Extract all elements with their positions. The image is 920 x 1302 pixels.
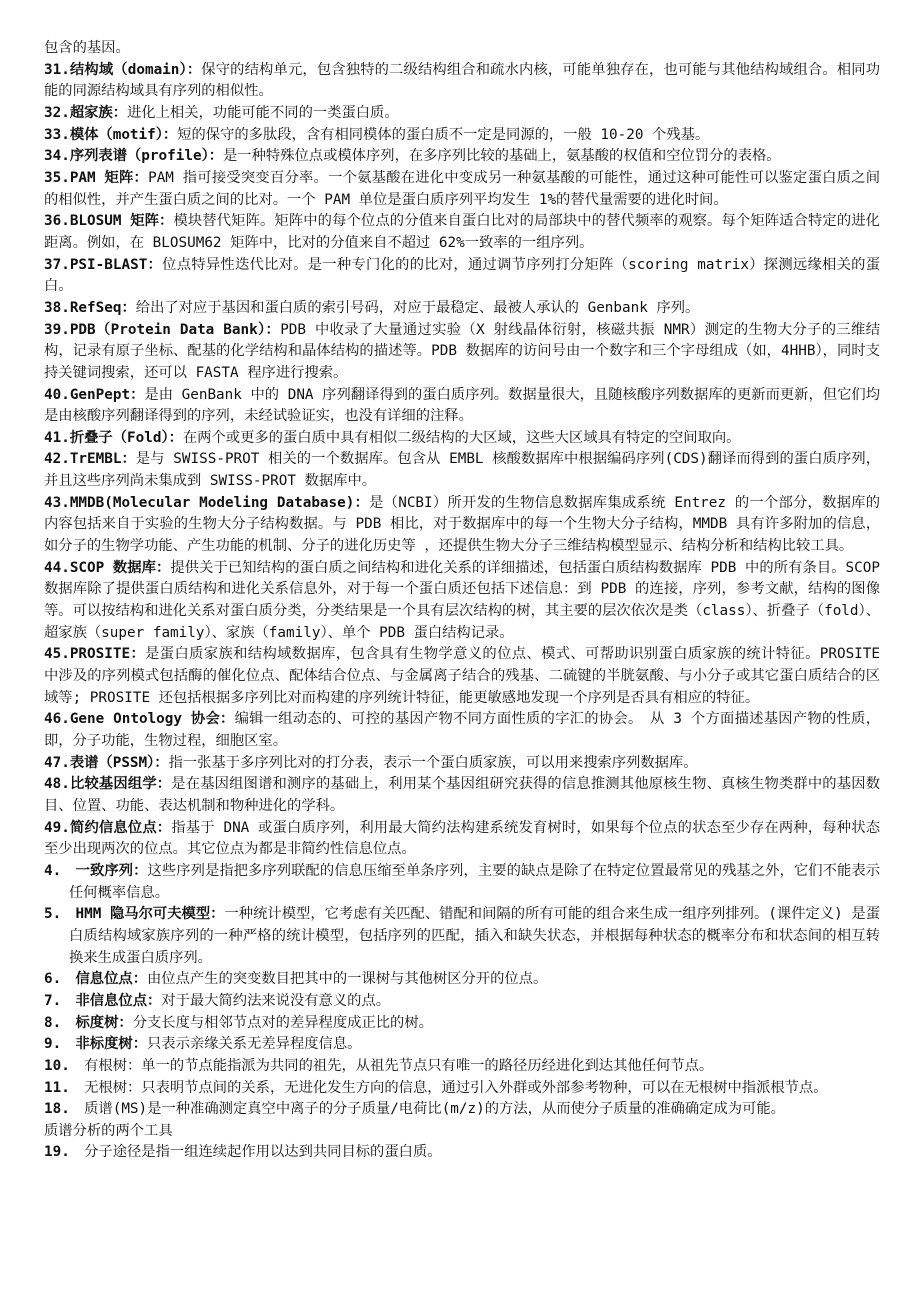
paragraph	[44, 818, 880, 861]
definition-text: 保守的结构单元，包含独特的二级结构组合和疏水内核，可能单独存在，也可能与其他结构域组合。相同功能的同源结构域具有序列的相似性。	[44, 61, 880, 100]
item-number: 41.	[44, 429, 70, 446]
definition-text: 提供关于已知结构的蛋白质之间结构和进化关系的详细描述，包括蛋白质结构数据库 PDB 中的所有条目。SCOP 数据库除了提供蛋白质结构和进化关系信息外，对于每一个蛋白质还包括下述信息：到 PDB 的连接，序列，参考文献，结构的图像等。可以按结构和进化关系对蛋白质分类，分类结果是一个具有层次结构的树，其主要的层次依次是类（class）、折叠子（fold）、超家族（super family）、家族（family）、单个 PDB 蛋白结构记录。	[44, 559, 880, 641]
paragraph	[44, 969, 880, 991]
item-number: 34.	[44, 148, 70, 165]
item-number: 36.	[44, 213, 70, 230]
paragraph	[44, 904, 880, 969]
paragraph	[44, 774, 880, 817]
paragraph	[44, 493, 880, 558]
paragraph	[44, 449, 880, 492]
definition-text: 包含的基因。	[44, 40, 130, 56]
definition-text: 是由 GenBank 中的 DNA 序列翻译得到的蛋白质序列。数据量很大，且随核酸序列数据库的更新而更新，但它们均是由核酸序列翻译得到的序列，未经试验证实，也没有详细的注释。	[44, 386, 881, 425]
definition-text: 指基于 DNA 或蛋白质序列，利用最大简约法构建系统发育树时，如果每个位点的状态至少存在两种，每种状态至少出现两次的位点。其它位点为都是非简约性信息位点。	[44, 819, 880, 858]
definition-text: 是一种特殊位点或模体序列，在多序列比较的基础上，氨基酸的权值和空位罚分的表格。	[223, 148, 781, 165]
item-number: 35.	[44, 169, 70, 186]
term: 模体（motif）：	[69, 126, 178, 143]
item-number: 8.	[44, 1014, 76, 1031]
item-number: 19.	[44, 1144, 85, 1161]
term: 简约信息位点：	[69, 819, 172, 836]
paragraph	[44, 1013, 880, 1035]
term: 标度树：	[75, 1014, 133, 1031]
paragraph	[44, 103, 880, 125]
term: SCOP 数据库：	[69, 559, 171, 576]
paragraph	[44, 753, 880, 775]
term: 非标度树：	[75, 1036, 147, 1053]
paragraph	[44, 125, 880, 147]
item-number: 46.	[44, 711, 70, 728]
definition-text: 由位点产生的突变数目把其中的一课树与其他树区分开的位点。	[147, 971, 548, 988]
item-number: 33.	[44, 126, 70, 143]
paragraph	[44, 644, 880, 709]
term: 一致序列：	[75, 862, 148, 879]
definition-text: 质谱(MS)是一种准确测定真空中离子的分子质量/电荷比(m/z)的方法，从而使分子质量的准确确定成为可能。	[84, 1101, 785, 1118]
term: Gene Ontology 协会：	[69, 711, 235, 728]
definition-text: 进化上相关，功能可能不同的一类蛋白质。	[127, 104, 399, 121]
paragraph	[44, 1056, 880, 1078]
term: 比较基因组学：	[69, 776, 172, 793]
term: GenPept：	[69, 386, 145, 403]
term: TrEMBL：	[69, 451, 136, 468]
term: 结构域（domain）：	[69, 61, 202, 78]
paragraph	[44, 1034, 880, 1056]
term: PAM 矩阵：	[69, 169, 149, 186]
paragraph	[44, 558, 880, 645]
definition-text: 是与 SWISS-PROT 相关的一个数据库。包含从 EMBL 核酸数据库中根据编码序列(CDS)翻译而得到的蛋白质序列，并且这些序列尚未集成到 SWISS-PROT 数据库中。	[44, 451, 880, 490]
term: PDB（Protein Data Bank）：	[69, 321, 281, 338]
item-number: 31.	[44, 61, 70, 78]
term: 信息位点：	[75, 971, 147, 988]
definition-text: 对于最大简约法来说没有意义的点。	[161, 992, 391, 1009]
definition-text: 编辑一组动态的、可控的基因产物不同方面性质的字汇的协会。 从 3 个方面描述基因产物的性质，即，分子功能，生物过程，细胞区室。	[44, 711, 880, 749]
definition-text: 是（NCBI）所开发的生物信息数据库集成系统 Entrez 的一个部分，数据库的内容包括来自于实验的生物大分子结构数据。与 PDB 相比，对于数据库中的每一个生物大分子结构，MMDB 具有许多附加的信息，如分子的生物学功能、产生功能的机制、分子的进化历史等 ，还提供生物大分子三维结构模型显示、结构分析和结构比较工具。	[44, 494, 880, 555]
paragraph	[44, 709, 880, 752]
term: 折叠子（Fold）：	[69, 429, 183, 446]
definition-text: 位点特异性迭代比对。是一种专门化的的比对，通过调节序列打分矩阵（scoring matrix）探测远缘相关的蛋白。	[44, 256, 881, 295]
definition-text: PDB 中收录了大量通过实验（X 射线晶体衍射，核磁共振 NMR）测定的生物大分子的三维结构，记录有原子坐标、配基的化学结构和晶体结构的描述等。PDB 数据库的访问号由一个数字和三个字母组成（如，4HHB），同时支持关键词搜索，还可以 FASTA 程序进行搜索。	[44, 321, 881, 381]
paragraph	[44, 211, 880, 254]
definition-text: PAM 指可接受突变百分率。一个氨基酸在进化中变成另一种氨基酸的可能性，通过这种可能性可以鉴定蛋白质之间的相似性，并产生蛋白质之间的比对。一个 PAM 单位是蛋白质序列平均发生 1%的替代量需要的进化时间。	[44, 169, 880, 208]
item-number: 43.	[44, 494, 70, 511]
paragraph	[44, 1099, 880, 1121]
paragraph	[44, 1142, 880, 1164]
definition-text: 这些序列是指把多序列联配的信息压缩至单条序列，主要的缺点是除了在特定位置最常见的残基之外，它们不能表示任何概率信息。	[69, 862, 881, 901]
term: 序列表谱（profile）：	[69, 148, 224, 165]
item-number: 44.	[44, 559, 70, 576]
item-number: 39.	[44, 321, 70, 338]
term: PROSITE：	[69, 646, 146, 663]
item-number: 47.	[44, 754, 70, 771]
item-number: 4.	[44, 862, 76, 879]
definition-text: 模块替代矩阵。矩阵中的每个位点的分值来自蛋白比对的局部块中的替代频率的观察。每个矩阵适合特定的进化距离。例如，在 BLOSUM62 矩阵中，比对的分值来自不超过 62%一致率的一组序列。	[44, 213, 880, 251]
definition-text: 短的保守的多肽段，含有相同模体的蛋白质不一定是同源的，一般 10-20 个残基。	[177, 126, 710, 143]
paragraph	[44, 146, 880, 168]
item-number: 45.	[44, 646, 70, 663]
definition-text: 一种统计模型，它考虑有关匹配、错配和间隔的所有可能的组合来生成一组序列排列。(课件定义) 是蛋白质结构域家族序列的一种严格的统计模型，包括序列的匹配，插入和缺失状态，并根据每种状态的概率分布和状态间的相互转换来生成蛋白质序列。	[69, 906, 880, 966]
definition-text: 有根树：单一的节点能指派为共同的祖先，从祖先节点只有唯一的路径历经进化到达其他任何节点。	[84, 1057, 714, 1074]
paragraph	[44, 168, 880, 211]
paragraph	[44, 1121, 880, 1143]
item-number: 37.	[44, 256, 70, 273]
definition-text: 是在基因组图谱和测序的基础上，利用某个基因组研究获得的信息推测其他原核生物、真核生物类群中的基因数目、位置、功能、表达机制和物种进化的学科。	[44, 776, 881, 814]
definition-text: 无根树：只表明节点间的关系，无进化发生方向的信息，通过引入外群或外部参考物种，可以在无根树中指派根节点。	[84, 1079, 828, 1096]
term: PSI-BLAST：	[69, 256, 163, 273]
item-number: 18.	[44, 1101, 85, 1118]
definition-text: 是蛋白质家族和结构域数据库，包含具有生物学意义的位点、模式、可帮助识别蛋白质家族的统计特征。PROSITE 中涉及的序列模式包括酶的催化位点、配体结合位点、与金属离子结合的残基、二硫键的半胱氨酸、与小分子或其它蛋白质结合的区域等; PROSITE 还包括根据多序列比对而构建的序列统计特征，能更敏感地发现一个序列是否具有相应的特征。	[44, 646, 880, 706]
item-number: 49.	[44, 819, 70, 836]
paragraph	[44, 861, 880, 904]
term: 表谱（PSSM）：	[69, 754, 169, 771]
item-number: 38.	[44, 299, 70, 316]
definition-text: 指一张基于多序列比对的打分表，表示一个蛋白质家族，可以用来搜索序列数据库。	[168, 754, 698, 771]
definition-text: 分支长度与相邻节点对的差异程度成正比的树。	[132, 1014, 433, 1031]
paragraph	[44, 320, 880, 385]
item-number: 48.	[44, 776, 70, 793]
item-number: 11.	[44, 1079, 85, 1096]
definition-text: 分子途径是指一组连续起作用以达到共同目标的蛋白质。	[84, 1144, 442, 1161]
paragraph	[44, 255, 880, 298]
item-number: 9.	[44, 1036, 76, 1053]
paragraph	[44, 298, 880, 320]
definition-text: 质谱分析的两个工具	[44, 1122, 173, 1139]
item-number: 5.	[44, 906, 76, 923]
term: 非信息位点：	[75, 992, 162, 1009]
item-number: 32.	[44, 104, 70, 121]
paragraph	[44, 38, 880, 60]
term: HMM 隐马尔可夫模型：	[75, 906, 225, 923]
paragraph	[44, 385, 880, 428]
item-number: 42.	[44, 451, 70, 468]
paragraph	[44, 991, 880, 1013]
paragraph	[44, 60, 880, 103]
item-number: 10.	[44, 1057, 85, 1074]
term: BLOSUM 矩阵：	[69, 213, 174, 230]
paragraph	[44, 428, 880, 450]
item-number: 6.	[44, 971, 76, 988]
term: MMDB(Molecular Modeling Database)：	[69, 494, 370, 511]
term: RefSeq：	[69, 299, 136, 316]
definition-text: 在两个或更多的蛋白质中具有相似二级结构的大区域，这些大区域具有特定的空间取向。	[182, 429, 741, 446]
term: 超家族：	[69, 104, 128, 121]
definition-text: 给出了对应于基因和蛋白质的索引号码，对应于最稳定、最被人承认的 Genbank 序列。	[135, 299, 700, 316]
definition-text: 只表示亲缘关系无差异程度信息。	[147, 1036, 362, 1053]
item-number: 40.	[44, 386, 70, 403]
paragraph	[44, 1078, 880, 1100]
item-number: 7.	[44, 992, 76, 1009]
